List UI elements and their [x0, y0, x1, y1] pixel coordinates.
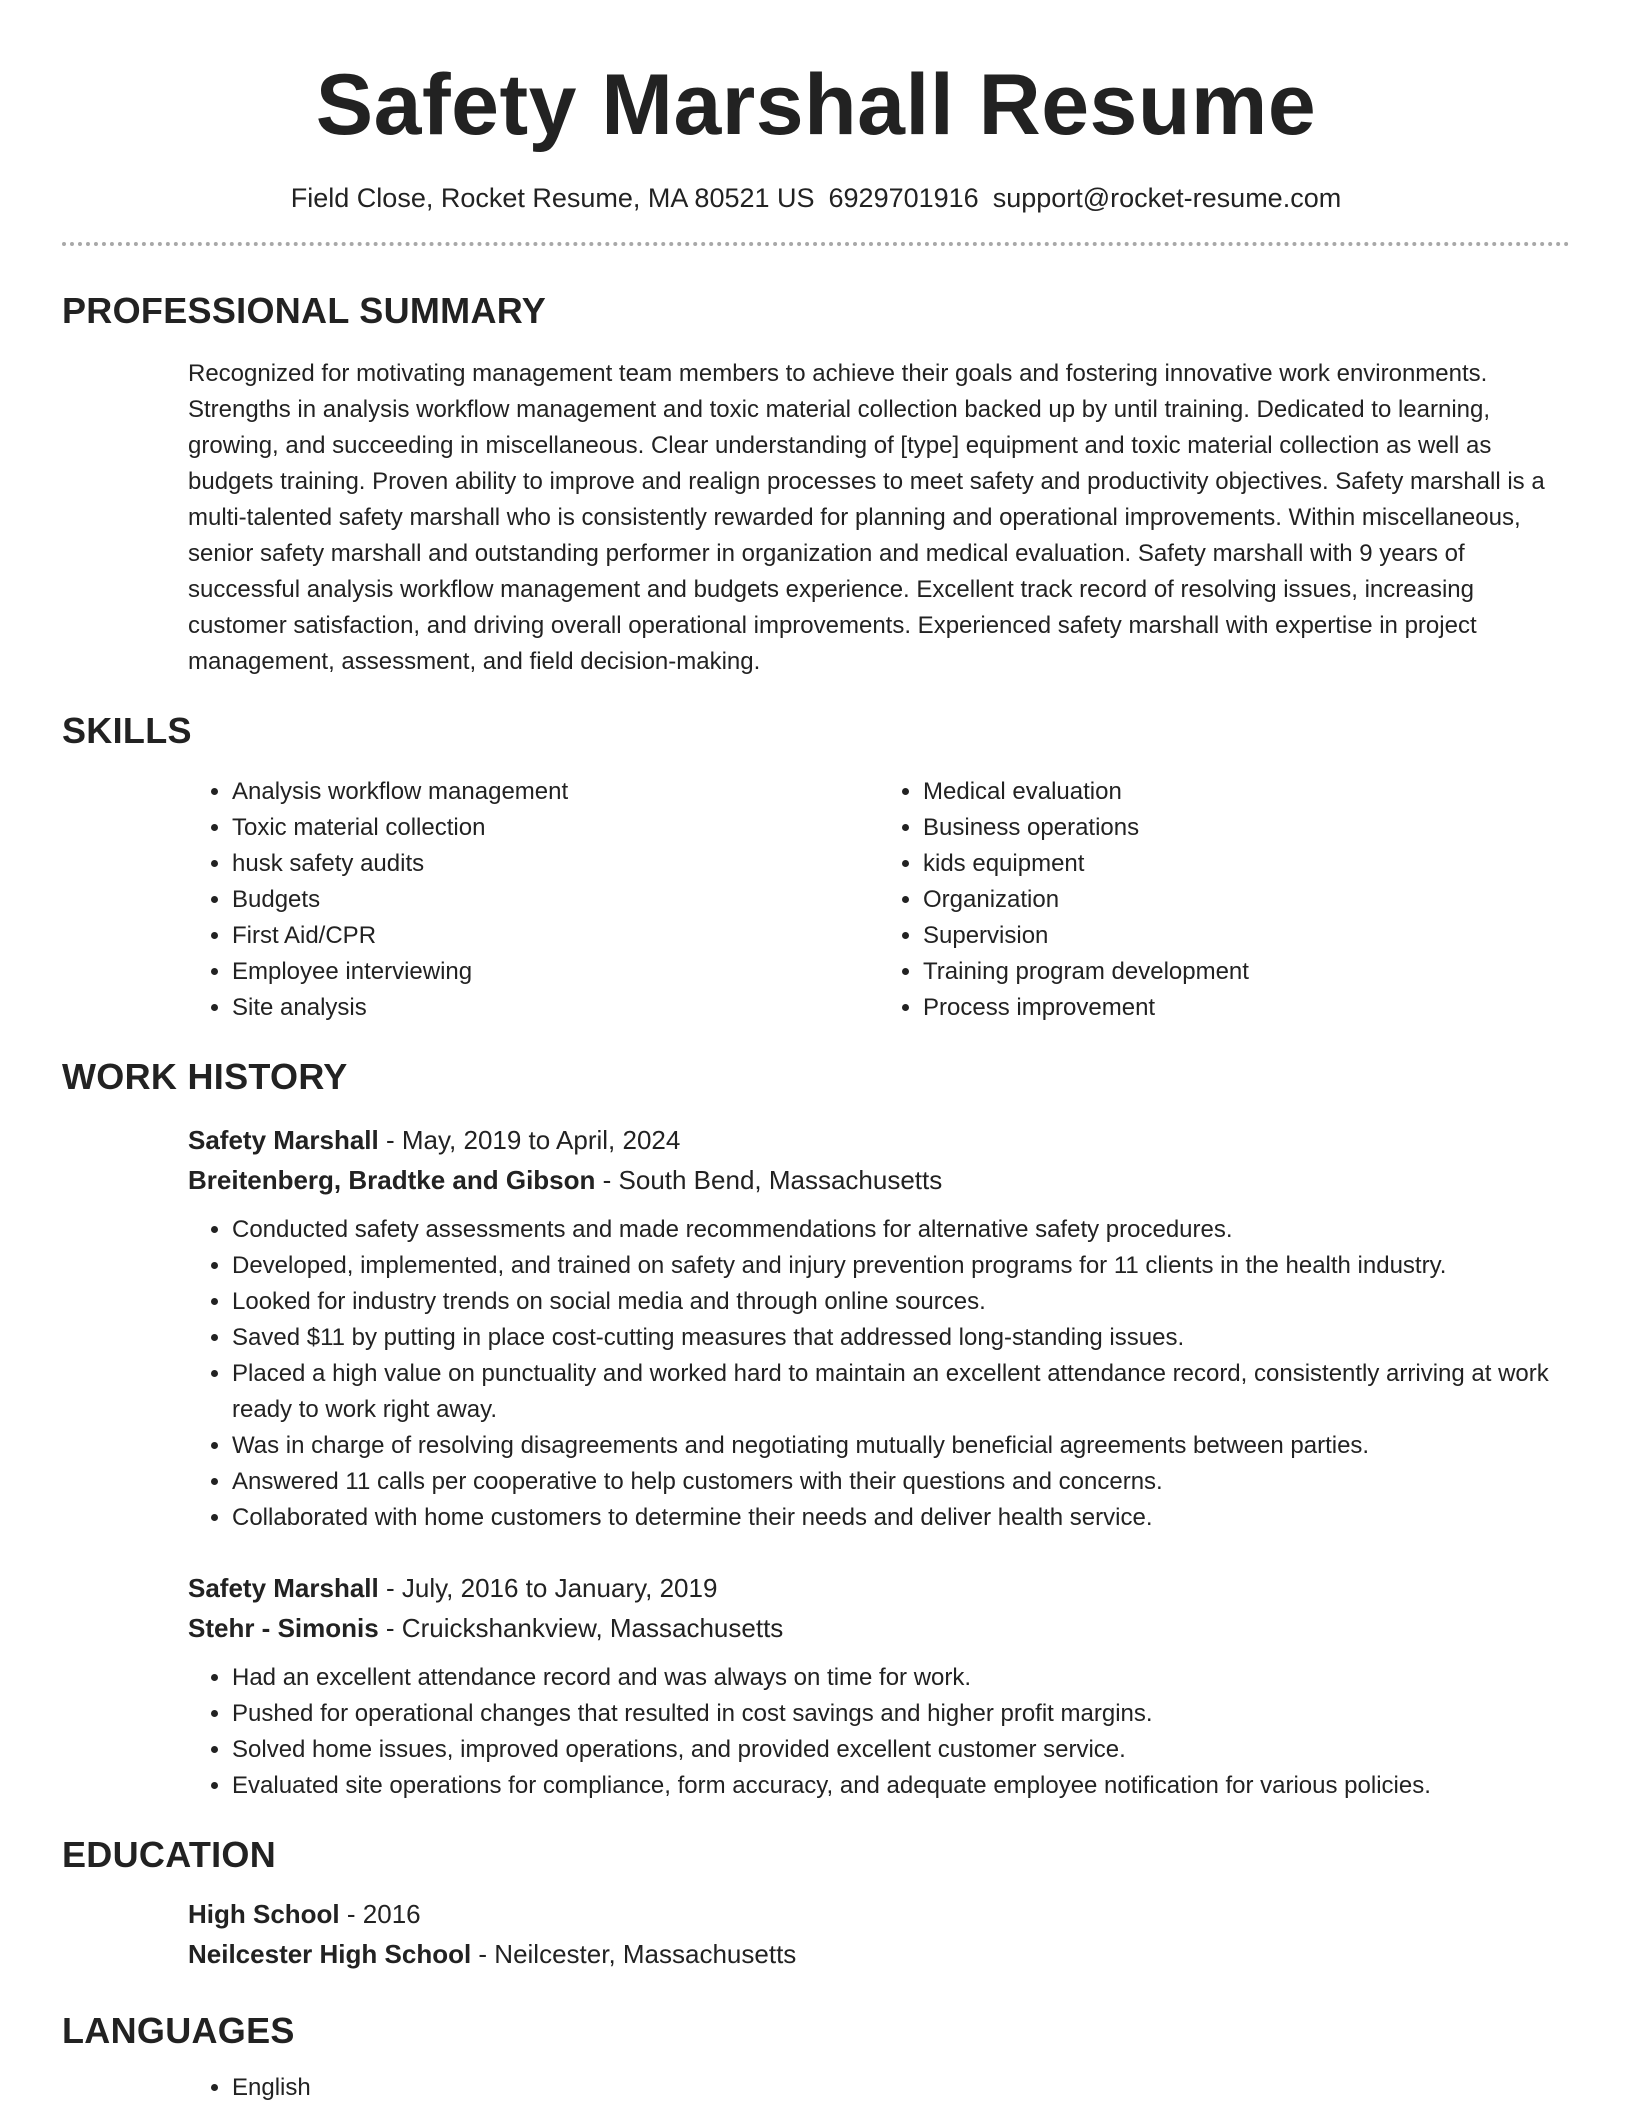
education-degree-line — [188, 1894, 1570, 1934]
languages-block — [188, 2070, 1570, 2106]
job-bullet: • Collaborated with home customers to determine their needs and deliver health service. — [232, 1500, 1570, 1536]
skill-item: • kids equipment — [923, 846, 1570, 882]
skill-item: • Analysis workflow management — [232, 774, 879, 810]
job-entry — [188, 1120, 1570, 1536]
skill-item: • Business operations — [923, 810, 1570, 846]
skill-item: • First Aid/CPR — [232, 918, 879, 954]
job-location: - Cruickshankview, Massachusetts — [378, 1612, 784, 1643]
job-bullet: • Developed, implemented, and trained on safety and injury prevention programs for 11 clients in the health industry. — [232, 1248, 1570, 1284]
job-bullet: • Saved $11 by putting in place cost-cutting measures that addressed long-standing issues. — [232, 1320, 1570, 1356]
job-title-line — [188, 1120, 1570, 1160]
skill-item: • husk safety audits — [232, 846, 879, 882]
job-dates: - July, 2016 to January, 2019 — [378, 1572, 718, 1603]
contact-address: Field Close, Rocket Resume, MA 80521 US — [290, 182, 815, 213]
education-entry — [188, 1894, 1570, 1974]
job-company: Breitenberg, Bradtke and Gibson — [188, 1164, 596, 1195]
job-bullet: • Was in charge of resolving disagreements and negotiating mutually beneficial agreements between parties. — [232, 1428, 1570, 1464]
skill-item: • Budgets — [232, 882, 879, 918]
section-title-education: EDUCATION — [62, 1833, 277, 1875]
skill-item: • Training program development — [923, 954, 1570, 990]
skill-item: • Organization — [923, 882, 1570, 918]
education-degree: High School — [188, 1898, 340, 1929]
job-bullet: • Answered 11 calls per cooperative to help customers with their questions and concerns. — [232, 1464, 1570, 1500]
job-bullets — [188, 1660, 1570, 1804]
job-bullets — [188, 1212, 1570, 1536]
job-position: Safety Marshall — [188, 1572, 379, 1603]
education-location: - Neilcester, Massachusetts — [471, 1938, 797, 1969]
contact-line — [62, 183, 1570, 214]
job-bullet: • Evaluated site operations for compliance, form accuracy, and adequate employee notification for various policies. — [232, 1768, 1570, 1804]
skills-column-right — [879, 774, 1570, 1026]
contact-email: support@rocket-resume.com — [992, 182, 1342, 213]
education-year: - 2016 — [339, 1898, 421, 1929]
language-item: • English — [232, 2070, 1570, 2106]
job-title-line — [188, 1568, 1570, 1608]
job-entry — [188, 1568, 1570, 1804]
section-title-work-history: WORK HISTORY — [62, 1055, 348, 1097]
job-dates: - May, 2019 to April, 2024 — [378, 1124, 681, 1155]
skills-list — [188, 774, 1570, 1026]
languages-list — [188, 2070, 1570, 2106]
job-bullet: • Had an excellent attendance record and was always on time for work. — [232, 1660, 1570, 1696]
job-bullet: • Pushed for operational changes that resulted in cost savings and higher profit margins. — [232, 1696, 1570, 1732]
summary-block — [188, 356, 1570, 680]
job-company-line — [188, 1160, 1570, 1200]
job-bullet: • Conducted safety assessments and made recommendations for alternative safety procedures. — [232, 1212, 1570, 1248]
skill-item: • Site analysis — [232, 990, 879, 1026]
job-company-line — [188, 1608, 1570, 1648]
job-bullet: • Placed a high value on punctuality and worked hard to maintain an excellent attendance record, consistently arriving at work ready to work right away. — [232, 1356, 1570, 1428]
skill-item: • Employee interviewing — [232, 954, 879, 990]
education-school-line — [188, 1934, 1570, 1974]
section-title-skills: SKILLS — [62, 709, 192, 751]
job-position: Safety Marshall — [188, 1124, 379, 1155]
contact-phone: 6929701916 — [828, 182, 979, 213]
resume-title: Safety Marshall Resume — [315, 57, 1317, 153]
education-school: Neilcester High School — [188, 1938, 472, 1969]
job-bullet: • Looked for industry trends on social media and through online sources. — [232, 1284, 1570, 1320]
section-title-summary: PROFESSIONAL SUMMARY — [62, 289, 547, 331]
skills-column-left — [188, 774, 879, 1026]
skill-item: • Toxic material collection — [232, 810, 879, 846]
skill-item: • Medical evaluation — [923, 774, 1570, 810]
job-company: Stehr - Simonis — [188, 1612, 379, 1643]
skill-item: • Supervision — [923, 918, 1570, 954]
header-divider — [62, 242, 1570, 246]
job-location: - South Bend, Massachusetts — [595, 1164, 943, 1195]
job-bullet: • Solved home issues, improved operations, and provided excellent customer service. — [232, 1732, 1570, 1768]
skill-item: • Process improvement — [923, 990, 1570, 1026]
summary-text: Recognized for motivating management team members to achieve their goals and fostering innovative work environments. Strengths in analysis workflow management and toxic material collection backed up by until training. Dedicated to learning, growing, and succeeding in miscellaneous. Clear understanding of [type] equipment and toxic material collection as well as budgets training. Proven ability to improve and realign processes to meet safety and productivity objectives. Safety marshall is a multi-talented safety marshall who is consistently rewarded for planning and operational improvements. Within miscellaneous, senior safety marshall and outstanding performer in organization and medical evaluation. Safety marshall with 9 years of successful analysis workflow management and budgets experience. Excellent track record of resolving issues, increasing customer satisfaction, and driving overall operational improvements. Experienced safety marshall with expertise in project management, assessment, and field decision-making. — [188, 359, 1545, 675]
section-title-languages: LANGUAGES — [62, 2009, 295, 2051]
